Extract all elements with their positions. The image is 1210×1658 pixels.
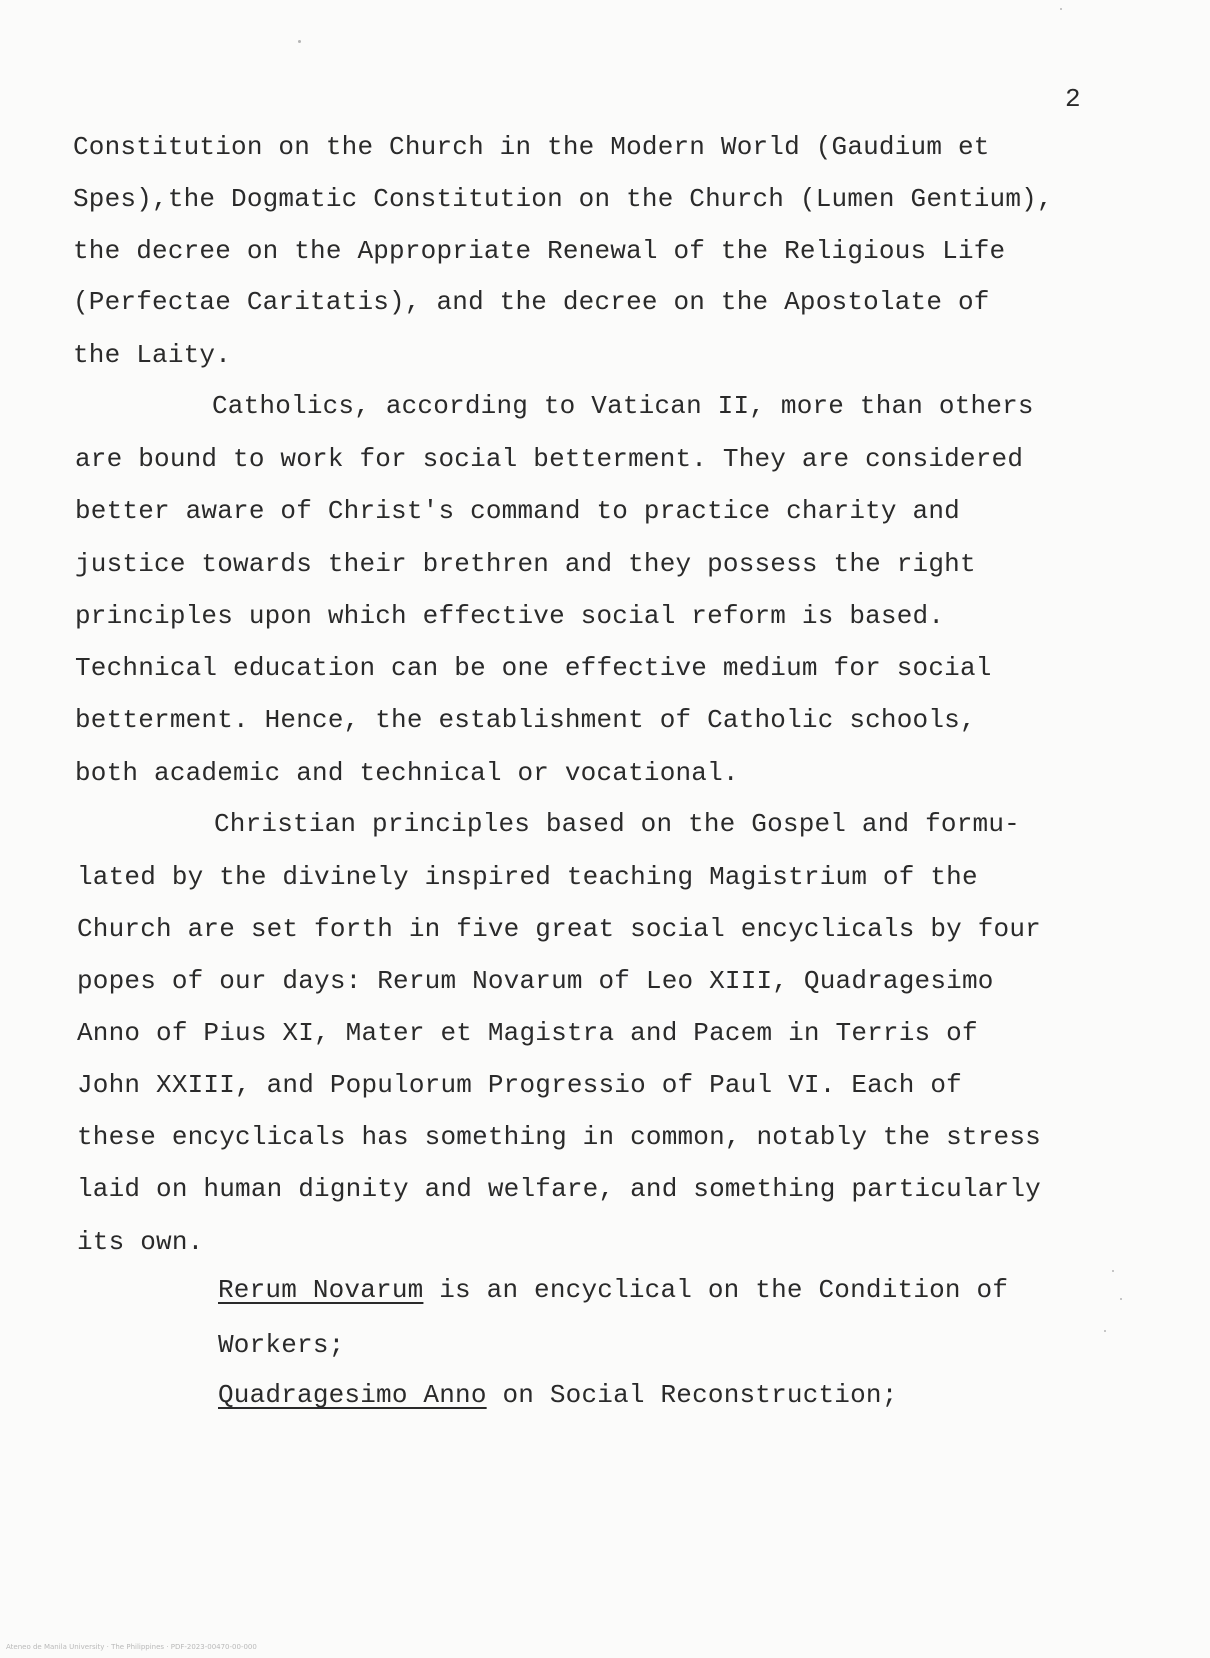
scan-speck [1112, 1270, 1114, 1272]
paragraph-2-line-8: both academic and technical or vocational. [75, 758, 739, 788]
paragraph-1-line-2: Spes),the Dogmatic Constitution on the Church (Lumen Gentium), [73, 184, 1053, 214]
page-number: 2 [1065, 84, 1081, 114]
encyclical-quadragesimo-anno [218, 1380, 898, 1410]
scan-speck [1060, 8, 1062, 10]
paragraph-3-line-1: Christian principles based on the Gospel and formu- [214, 809, 1020, 839]
paragraph-3-line-8: laid on human dignity and welfare, and something particularly [77, 1174, 1041, 1204]
encyclical-description-quadragesimo-anno: on Social Reconstruction; [486, 1380, 898, 1410]
paragraph-2-line-3: better aware of Christ's command to practice charity and [75, 496, 960, 526]
paragraph-3-line-5: Anno of Pius XI, Mater et Magistra and Pacem in Terris of [77, 1018, 978, 1048]
paragraph-3-line-7: these encyclicals has something in common, notably the stress [77, 1122, 1041, 1152]
paragraph-2-line-2: are bound to work for social betterment. They are considered [75, 444, 1024, 474]
paragraph-1-line-1: Constitution on the Church in the Modern World (Gaudium et [73, 132, 990, 162]
paragraph-2-line-1: Catholics, according to Vatican II, more than others [212, 391, 1034, 421]
encyclical-rerum-novarum-continuation: Workers; [218, 1330, 345, 1360]
paragraph-3-line-9: its own. [77, 1227, 204, 1257]
scan-speck [1120, 1298, 1122, 1300]
paragraph-3-line-6: John XXIII, and Populorum Progressio of Paul VI. Each of [77, 1070, 962, 1100]
paragraph-3-line-2: lated by the divinely inspired teaching Magistrium of the [77, 862, 978, 892]
paragraph-2-line-5: principles upon which effective social reform is based. [75, 601, 945, 631]
encyclical-rerum-novarum [218, 1275, 1008, 1305]
encyclical-title-rerum-novarum: Rerum Novarum [218, 1275, 424, 1305]
paragraph-3-line-3: Church are set forth in five great social encyclicals by four [77, 914, 1041, 944]
paragraph-1-line-3: the decree on the Appropriate Renewal of the Religious Life [73, 236, 1006, 266]
paragraph-3-line-4: popes of our days: Rerum Novarum of Leo XIII, Quadragesimo [77, 966, 994, 996]
scan-speck [1104, 1330, 1106, 1332]
scan-speck [298, 40, 301, 43]
encyclical-description-rerum-novarum: is an encyclical on the Condition of [423, 1275, 1009, 1305]
paragraph-2-line-6: Technical education can be one effective medium for social [75, 653, 992, 683]
encyclical-title-quadragesimo-anno: Quadragesimo Anno [218, 1380, 487, 1410]
paragraph-1-line-4: (Perfectae Caritatis), and the decree on the Apostolate of [73, 287, 990, 317]
paragraph-2-line-4: justice towards their brethren and they possess the right [75, 549, 976, 579]
paragraph-2-line-7: betterment. Hence, the establishment of Catholic schools, [75, 705, 976, 735]
paragraph-1-line-5: the Laity. [73, 340, 232, 370]
scan-footer-note: Ateneo de Manila University · The Philippines · PDF-2023-00470-00-000 [6, 1643, 257, 1651]
